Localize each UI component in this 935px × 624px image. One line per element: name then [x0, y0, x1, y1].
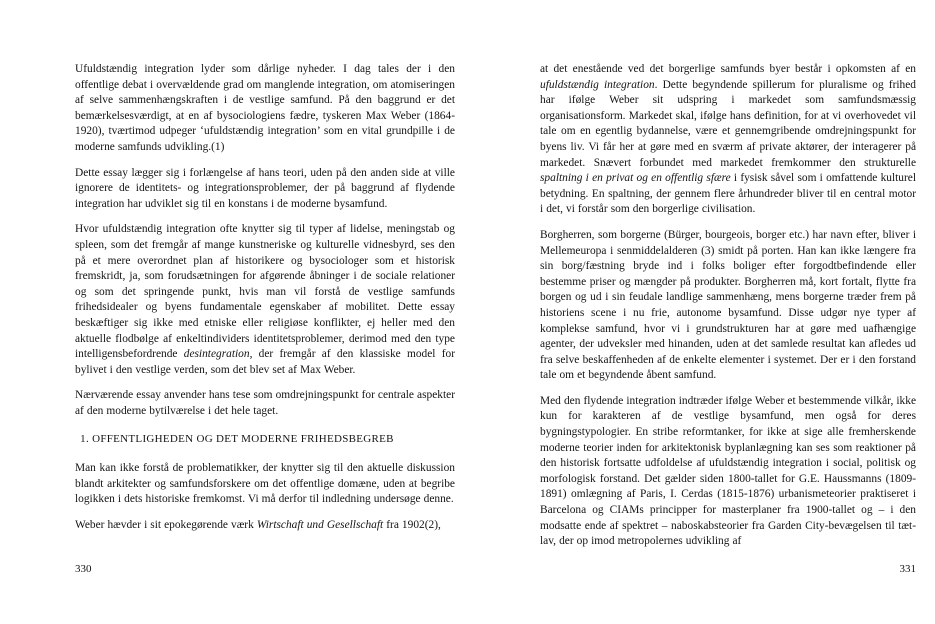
paragraph-text: Med den flydende integration indtræder ifølge Weber et bestemmende vilkår, ikke kun for karakteren af de vestlige bysamfund, men også for deres bygningstypologier. En stribe reformtanker, for ikke at sige alle fremherskende moderne teorier inden for arkitektonisk byplanlægning kan ses som reaktioner på den historisk fortsatte udfoldelse af ufuldstændig integration i social, politisk og morfologisk forstand. Det gælder siden 1800-tallet for G.E. Haussmanns (1809-1891) omlægning af Paris, I. Cerdas (1815-1876) urbanismeteorier praktiseret i Barcelona og CIAMs principper for masterplaner fra 1900-tallet og – i den modsatte ende af spektret – naboskabsteorier fra Garden City-bevægelsen til tæt-lav, der op imod metropolernes udvikling af — [540, 394, 916, 548]
paragraph-text: at det enestående ved det borgerlige samfunds byer består i opkomsten af en — [540, 63, 916, 75]
italic-term: desintegration — [183, 348, 250, 361]
paragraph-text: , der fremgår af den klassiske model for bylivet i den vestlige verden, som det blev set af Max Weber. — [75, 348, 456, 376]
paragraph — [75, 518, 455, 534]
paragraph — [75, 388, 455, 419]
paragraph-text: Borgherren, som borgerne (Bürger, bourgeois, borger etc.) har navn efter, bliver i Mellemeuropa i senmiddelalderen (3) smidt på porten. Han kan ikke længere fra sin borg/fæstning bryde ind i folks boliger efter forgodtbefindende eller bestemme priser og mængder på produkter. Borgherren må, kort fortalt, flytte fra borgen og ud i sin feudale landlige sammenhæng, mens borgerne træder frem på historiens scene i nu frie, autonome bysamfund. Disse udgør nye typer af komplekse samfund, hvor vi i grundstrukturen har at gøre med uafhængige agenter, der udveksler med hinanden, uden at det samlede resultat kan afledes ud fra selve beskaffenheden af de enkelte elementer i systemet. Der er i den forstand tale om et begyndende åbent samfund. — [540, 228, 916, 382]
page-right — [540, 62, 916, 624]
section-heading: 1. OFFENTLIGHEDEN OG DET MODERNE FRIHEDSBEGREB — [80, 433, 394, 446]
paragraph-text: Weber hævder i sit epokegørende værk — [75, 518, 257, 531]
page-left — [75, 62, 455, 624]
paragraph-text: Dette essay lægger sig i forlængelse af hans teori, uden på den anden side at ville ignorere de identitets- og integrationsproblemer, der på baggrund af flydende integration har udviklet sig til en konstans i de moderne bysamfund. — [75, 166, 455, 210]
italic-book-title: Wirtschaft und Gesellschaft — [256, 518, 384, 531]
italic-term: spaltning i en privat og en offentlig sfære — [540, 172, 731, 185]
page-number: 330 — [75, 563, 92, 575]
paragraph-text: Ufuldstændig integration lyder som dårlige nyheder. I dag tales der i den offentlige debat i overvældende grad om manglende integration, om atomiseringen af selve sammenhængskraften i de vestlige samfund. På den baggrund er det bemærkelsesværdigt, at en af bysociologiens fædre, tyskeren Max Weber (1864-1920), tværtimod udpeger ‘ufuldstændig integration’ som en vital grundpille i de moderne samfunds udvikling.(1) — [75, 63, 455, 153]
paragraph-text: fra 1902(2), — [383, 518, 441, 531]
page-number: 331 — [899, 563, 916, 575]
paragraph-text: Hvor ufuldstændig integration ofte knytter sig til typer af lidelse, meningstab og spleen, som det fremgår af mange kunstneriske og kulturelle vidnesbyrd, ses den på et mere overordnet plan af historikere og bysociologer som et historisk fremskridt, ja, som forudsætningen for afgørende åbninger i de sociale relationer og som det springende punkt, hvis man vil forstå de vestlige samfunds frihedsidealer og byens fundamentale egenskaber af mobilitet. Dette essay beskæftiger sig ikke med etniske eller religiøse konflikter, ej heller med den aktuelle flodbølge af enkeltindividers identitetsproblemer, derimod med den type intelligensbefordrende — [75, 223, 455, 361]
paragraph — [75, 222, 455, 378]
paragraph — [75, 166, 455, 213]
paragraph — [540, 394, 916, 550]
paragraph-text: i fysisk såvel som i omfattende kulturel betydning. En spaltning, der gennem flere århundreder bliver til en central motor i det, vi forstår som den borgerlige civilisation. — [540, 172, 917, 216]
paragraph-text: Man kan ikke forstå de problematikker, der knytter sig til den aktuelle diskussion blandt arkitekter og samfundsforskere om det offentlige domæne, uden at begribe logikken i dets historiske fremkomst. Vi må derfor til indledning undersøge denne. — [75, 462, 455, 506]
paragraph — [540, 228, 916, 384]
paragraph — [75, 461, 455, 508]
paragraph — [540, 62, 916, 218]
paragraph — [75, 62, 455, 156]
paragraph-text: Nærværende essay anvender hans tese som omdrejningspunkt for centrale aspekter af den moderne bytilværelse i det hele taget. — [75, 389, 455, 417]
paragraph-text: . Dette begyndende spillerum for pluralisme og frihed har ifølge Weber sit udspring i markedet som samfundsmæssig organisationsform. Markedet skal, ifølge hans definition, for at vi overhovedet vil tale om en egentlig bydannelse, være et gennemgribende omdrejningspunkt for byens liv. Vi får her at gøre med en sværm af private aktører, der interagerer på markedet. Snævert forbundet med markedet fremkommer den strukturelle — [540, 78, 916, 169]
italic-term: ufuldstændig integration — [540, 78, 655, 91]
